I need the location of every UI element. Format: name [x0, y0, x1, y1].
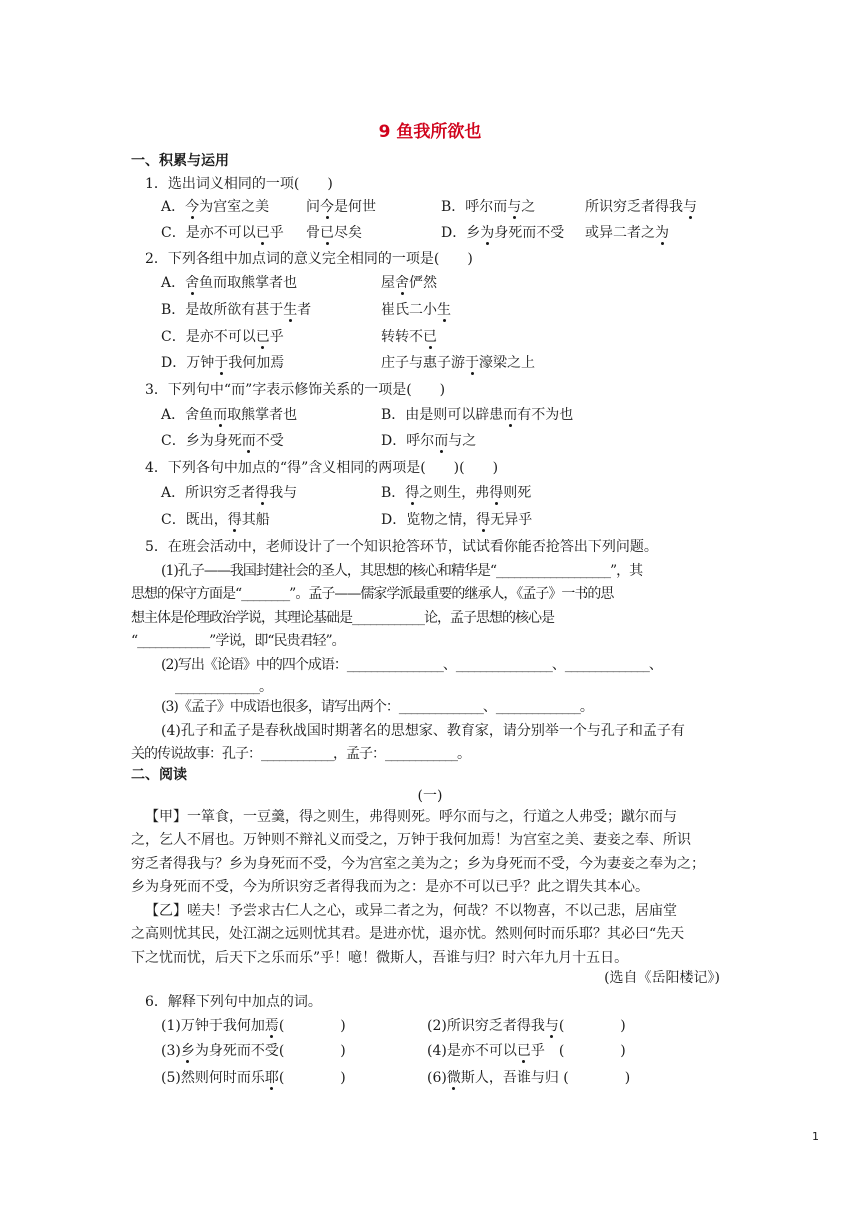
q5-part-4: (4)孔子和孟子是春秋战国时期著名的思想家、教育家，请分别举一个与孔子和孟子有	[161, 723, 685, 739]
question-5-stem: 5．在班会活动中，老师设计了一个知识抢答环节，试试看你能否抢答出下列问题。	[145, 539, 658, 555]
page-number: 1	[812, 1130, 819, 1143]
q1-option-c: C．是亦不可以已乎	[161, 225, 284, 241]
q6-item-6: (6)微斯人，吾谁与归 ( )	[427, 1070, 631, 1086]
section-heading: 一、积累与运用	[131, 153, 229, 169]
question-2-stem: 2．下列各组中加点词的意义完全相同的一项是( )	[145, 251, 473, 267]
passage-jia-line: 穷乏者得我与？乡为身死而不受，今为宫室之美为之；乡为身死而不受，今为妻妾之奉为之；	[131, 856, 705, 872]
q1-option-a: A．今为宫室之美	[161, 199, 270, 215]
question-6-stem: 6．解释下列句中加点的词。	[145, 994, 322, 1010]
q2-option-a-pair: 屋舍俨然	[381, 275, 437, 291]
section-heading: 二、阅读	[131, 767, 187, 783]
passage-yi-line: 下之忧而忧，后天下之乐而乐”乎！噫！微斯人，吾谁与归？时六年九月十五日。	[131, 950, 629, 966]
q1-option-d: D．乡为身死而不受	[441, 225, 565, 241]
q2-option-c-pair: 转转不已	[381, 329, 437, 345]
q5-part-1: “____________”学说，即“民贵君轻”。	[131, 633, 345, 649]
q6-item-2: (2)所识穷乏者得我与( )	[427, 1018, 626, 1034]
q2-option-c: C．是亦不可以已乎	[161, 329, 284, 345]
q5-part-1: (1)孔子——我国封建社会的圣人，其思想的核心和精华是“___________________”，其	[161, 563, 643, 579]
q3-option-b: B．由是则可以辟患而有不为也	[381, 407, 574, 423]
q4-option-c: C．既出，得其船	[161, 512, 270, 528]
q2-option-d: D．万钟于我何加焉	[161, 355, 285, 371]
q3-option-c: C．乡为身死而不受	[161, 433, 284, 449]
q1-option-b-pair: 所识穷乏者得我与	[585, 199, 697, 215]
q4-option-b: B．得之则生，弗得则死	[381, 485, 532, 501]
q2-option-d-pair: 庄子与惠子游于濠梁之上	[381, 355, 535, 371]
question-3-stem: 3．下列句中“而”字表示修饰关系的一项是( )	[145, 382, 446, 398]
passage-jia-line: 乡为身死而不受，今为所识穷乏者得我而为之：是亦不可以已乎？此之谓失其本心。	[131, 879, 649, 895]
q2-option-b: B．是故所欲有甚于生者	[161, 302, 312, 318]
q5-part-2: (2)写出《论语》中的四个成语：________________、________________、______________、	[161, 657, 662, 673]
q1-option-a-pair: 问今是何世	[306, 199, 376, 215]
q6-item-3: (3)乡为身死而不受( )	[161, 1043, 346, 1059]
q3-option-a: A．舍鱼而取熊掌者也	[161, 407, 298, 423]
passage-jia-line: 【甲】一箪食，一豆羹，得之则生，弗得则死。呼尔而与之，行道之人弗受；蹴尔而与	[145, 809, 677, 825]
q1-option-b: B．呼尔而与之	[441, 199, 536, 215]
question-1-stem: 1．选出词义相同的一项( )	[145, 176, 333, 192]
q1-option-d-pair: 或异二者之为	[585, 225, 669, 241]
passage-part-label: (一)	[417, 788, 443, 804]
q5-part-1: 思想的保守方面是“________”。孟子——儒家学派最重要的继承人，《孟子》一书的思	[131, 586, 614, 602]
passage-source: (选自《岳阳楼记》)	[604, 970, 720, 986]
q5-part-3: (3)《孟子》中成语也很多，请写出两个：______________、______________。	[161, 699, 593, 715]
q4-option-d: D．览物之情，得无异乎	[381, 512, 533, 528]
q5-part-1: 想主体是伦理政治学说，其理论基础是____________论，孟子思想的核心是	[131, 610, 554, 626]
passage-jia-line: 之，乞人不屑也。万钟则不辩礼义而受之，万钟于我何加焉！为宫室之美、妻妾之奉、所识	[131, 832, 691, 848]
page-title: 9 鱼我所欲也	[378, 122, 482, 142]
q5-part-2: ______________。	[175, 679, 272, 695]
passage-yi-line: 之高则忧其民，处江湖之远则忧其君。是进亦忧，退亦忧。然则何时而乐耶？其必曰“先天	[131, 926, 685, 942]
q2-option-a: A．舍鱼而取熊掌者也	[161, 275, 298, 291]
q6-item-4: (4)是亦不可以已乎 ( )	[427, 1043, 626, 1059]
question-4-stem: 4．下列各句中加点的“得”含义相同的两项是( )( )	[145, 460, 499, 476]
q2-option-b-pair: 崔氏二小生	[381, 302, 451, 318]
passage-yi-line: 【乙】嗟夫！予尝求古仁人之心，或异二者之为，何哉？不以物喜，不以己悲，居庙堂	[145, 903, 677, 919]
q6-item-5: (5)然则何时而乐耶( )	[161, 1070, 346, 1086]
q4-option-a: A．所识穷乏者得我与	[161, 485, 298, 501]
q6-item-1: (1)万钟于我何加焉( )	[161, 1018, 346, 1034]
q1-option-c-pair: 骨已尽矣	[306, 225, 362, 241]
q5-part-4: 关的传说故事：孔子：____________，孟子：____________。	[131, 746, 470, 762]
q3-option-d: D．呼尔而与之	[381, 433, 477, 449]
